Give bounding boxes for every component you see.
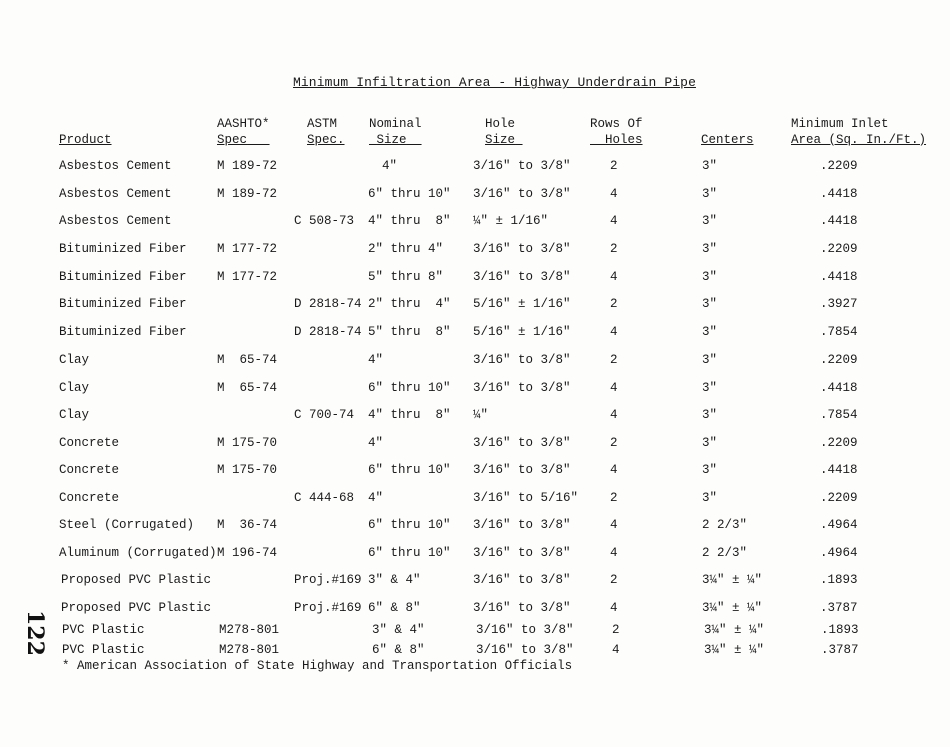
header-inlet	[791, 116, 926, 148]
cell-product: Clay	[59, 408, 90, 422]
cell-nominal: 4"	[368, 436, 384, 450]
cell-centers: 3"	[702, 491, 718, 505]
cell-product: Bituminized Fiber	[59, 297, 187, 311]
header-inlet-line1: Minimum Inlet	[791, 117, 889, 131]
cell-nominal: 6" thru 10"	[368, 463, 451, 477]
document-title: Minimum Infiltration Area - Highway Underdrain Pipe	[293, 75, 696, 90]
cell-rows: 2	[610, 573, 618, 587]
cell-nominal: 4"	[382, 159, 398, 173]
cell-nominal: 3" & 4"	[372, 623, 425, 637]
cell-rows: 4	[610, 381, 618, 395]
header-rows	[590, 116, 643, 148]
cell-hole: 3/16" to 3/8"	[473, 159, 571, 173]
cell-astm: C 700-74	[294, 408, 355, 422]
cell-rows: 4	[610, 463, 618, 477]
cell-inlet: .3787	[821, 643, 859, 657]
cell-hole: ¼" ± 1/16"	[473, 214, 549, 228]
cell-centers: 3"	[702, 297, 718, 311]
header-hole	[485, 116, 523, 148]
cell-rows: 2	[610, 353, 618, 367]
cell-centers: 3¼" ± ¼"	[702, 573, 763, 587]
header-product-label: Product	[59, 133, 112, 147]
cell-hole: 3/16" to 3/8"	[473, 270, 571, 284]
cell-inlet: .2209	[820, 353, 858, 367]
cell-inlet: .4418	[820, 214, 858, 228]
header-hole-line2: Size	[485, 133, 516, 147]
cell-centers: 3"	[702, 270, 718, 284]
cell-aashto: M 189-72	[217, 187, 278, 201]
cell-rows: 4	[610, 408, 618, 422]
cell-hole: 3/16" to 3/8"	[473, 242, 571, 256]
cell-nominal: 4" thru 8"	[368, 408, 451, 422]
cell-product: Bituminized Fiber	[59, 242, 187, 256]
cell-inlet: .3787	[820, 601, 858, 615]
cell-rows: 4	[610, 546, 618, 560]
cell-centers: 3"	[702, 463, 718, 477]
cell-centers: 3¼" ± ¼"	[704, 623, 765, 637]
cell-nominal: 5" thru 8"	[368, 270, 444, 284]
cell-centers: 3"	[702, 436, 718, 450]
cell-rows: 2	[610, 436, 618, 450]
header-aashto-line2: Spec	[217, 133, 248, 147]
header-astm-line2: Spec.	[307, 133, 345, 147]
header-nominal	[369, 116, 422, 148]
cell-inlet: .1893	[821, 623, 859, 637]
cell-rows: 4	[612, 643, 620, 657]
cell-product: Asbestos Cement	[59, 187, 172, 201]
footnote: * American Association of State Highway and Transportation Officials	[62, 659, 573, 673]
header-inlet-line2: Area (Sq. In./Ft.)	[791, 133, 927, 147]
cell-product: Bituminized Fiber	[59, 325, 187, 339]
cell-astm: Proj.#169	[294, 573, 362, 587]
cell-hole: 3/16" to 5/16"	[473, 491, 579, 505]
cell-inlet: .2209	[820, 159, 858, 173]
header-product	[59, 132, 112, 148]
cell-product: Asbestos Cement	[59, 159, 172, 173]
cell-nominal: 6" thru 10"	[368, 546, 451, 560]
handwritten-page-mark: 122	[22, 610, 48, 656]
cell-product: Aluminum (Corrugated)	[59, 546, 217, 560]
cell-centers: 3"	[702, 187, 718, 201]
cell-inlet: .2209	[820, 242, 858, 256]
header-aashto	[217, 116, 270, 148]
cell-aashto: M 36-74	[217, 518, 278, 532]
cell-product: Clay	[59, 381, 90, 395]
header-nominal-line2: Size	[376, 133, 407, 147]
cell-centers: 3"	[702, 325, 718, 339]
header-rows-line1: Rows Of	[590, 117, 643, 131]
header-astm	[307, 116, 345, 148]
cell-centers: 3"	[702, 214, 718, 228]
header-centers	[701, 132, 754, 148]
cell-product: Proposed PVC Plastic	[61, 573, 212, 587]
cell-centers: 3¼" ± ¼"	[702, 601, 763, 615]
cell-inlet: .7854	[820, 408, 858, 422]
cell-rows: 2	[610, 159, 618, 173]
cell-nominal: 6" thru 10"	[368, 518, 451, 532]
cell-inlet: .4418	[820, 381, 858, 395]
cell-hole: 3/16" to 3/8"	[476, 623, 574, 637]
cell-inlet: .3927	[820, 297, 858, 311]
header-astm-line1: ASTM	[307, 117, 338, 131]
cell-product: Bituminized Fiber	[59, 270, 187, 284]
cell-centers: 3"	[702, 381, 718, 395]
cell-inlet: .7854	[820, 325, 858, 339]
cell-inlet: .2209	[820, 436, 858, 450]
cell-nominal: 2" thru 4"	[368, 297, 451, 311]
cell-rows: 2	[610, 491, 618, 505]
cell-aashto: M 175-70	[217, 463, 278, 477]
cell-product: Clay	[59, 353, 90, 367]
cell-astm: D 2818-74	[294, 297, 362, 311]
cell-aashto: M278-801	[219, 623, 280, 637]
cell-centers: 3"	[702, 353, 718, 367]
cell-product: Steel (Corrugated)	[59, 518, 195, 532]
cell-rows: 2	[610, 297, 618, 311]
cell-aashto: M 65-74	[217, 381, 278, 395]
cell-hole: 5/16" ± 1/16"	[473, 325, 571, 339]
cell-hole: 3/16" to 3/8"	[473, 381, 571, 395]
cell-centers: 3"	[702, 408, 718, 422]
cell-inlet: .2209	[820, 491, 858, 505]
cell-nominal: 4"	[368, 353, 384, 367]
cell-aashto: M 189-72	[217, 159, 278, 173]
cell-nominal: 3" & 4"	[368, 573, 421, 587]
cell-aashto: M 196-74	[217, 546, 278, 560]
cell-inlet: .4418	[820, 270, 858, 284]
cell-hole: 3/16" to 3/8"	[473, 518, 571, 532]
cell-nominal: 4" thru 8"	[368, 214, 451, 228]
cell-nominal: 2" thru 4"	[368, 242, 444, 256]
cell-centers: 3¼" ± ¼"	[704, 643, 765, 657]
cell-inlet: .4418	[820, 463, 858, 477]
cell-hole: 3/16" to 3/8"	[473, 573, 571, 587]
cell-aashto: M 177-72	[217, 242, 278, 256]
cell-aashto: M 65-74	[217, 353, 278, 367]
cell-product: PVC Plastic	[62, 643, 145, 657]
cell-aashto: M 175-70	[217, 436, 278, 450]
cell-centers: 2 2/3"	[702, 546, 748, 560]
cell-hole: 3/16" to 3/8"	[473, 353, 571, 367]
cell-nominal: 4"	[368, 491, 384, 505]
cell-nominal: 6" & 8"	[372, 643, 425, 657]
header-centers-label: Centers	[701, 133, 754, 147]
cell-inlet: .1893	[820, 573, 858, 587]
cell-nominal: 5" thru 8"	[368, 325, 451, 339]
cell-nominal: 6" & 8"	[368, 601, 421, 615]
cell-nominal: 6" thru 10"	[368, 381, 451, 395]
cell-centers: 3"	[702, 159, 718, 173]
cell-hole: ¼"	[473, 408, 489, 422]
cell-hole: 3/16" to 3/8"	[473, 463, 571, 477]
cell-rows: 4	[610, 601, 618, 615]
cell-product: Concrete	[59, 463, 120, 477]
cell-centers: 3"	[702, 242, 718, 256]
cell-inlet: .4418	[820, 187, 858, 201]
cell-rows: 4	[610, 270, 618, 284]
cell-product: Concrete	[59, 491, 120, 505]
cell-rows: 4	[610, 325, 618, 339]
cell-rows: 4	[610, 214, 618, 228]
cell-astm: Proj.#169	[294, 601, 362, 615]
cell-hole: 3/16" to 3/8"	[473, 546, 571, 560]
cell-hole: 3/16" to 3/8"	[476, 643, 574, 657]
cell-hole: 3/16" to 3/8"	[473, 187, 571, 201]
cell-rows: 2	[610, 242, 618, 256]
cell-rows: 4	[610, 187, 618, 201]
cell-nominal: 6" thru 10"	[368, 187, 451, 201]
cell-aashto: M278-801	[219, 643, 280, 657]
cell-hole: 3/16" to 3/8"	[473, 601, 571, 615]
header-aashto-line1: AASHTO*	[217, 117, 270, 131]
cell-hole: 5/16" ± 1/16"	[473, 297, 571, 311]
header-rows-line2: Holes	[605, 133, 643, 147]
cell-astm: C 508-73	[294, 214, 355, 228]
cell-inlet: .4964	[820, 546, 858, 560]
cell-aashto: M 177-72	[217, 270, 278, 284]
cell-inlet: .4964	[820, 518, 858, 532]
header-nominal-line1: Nominal	[369, 117, 422, 131]
cell-astm: C 444-68	[294, 491, 355, 505]
cell-rows: 2	[612, 623, 620, 637]
cell-product: Proposed PVC Plastic	[61, 601, 212, 615]
cell-rows: 4	[610, 518, 618, 532]
cell-product: Asbestos Cement	[59, 214, 172, 228]
cell-product: Concrete	[59, 436, 120, 450]
cell-hole: 3/16" to 3/8"	[473, 436, 571, 450]
cell-product: PVC Plastic	[62, 623, 145, 637]
header-hole-line1: Hole	[485, 117, 516, 131]
cell-astm: D 2818-74	[294, 325, 362, 339]
cell-centers: 2 2/3"	[702, 518, 748, 532]
